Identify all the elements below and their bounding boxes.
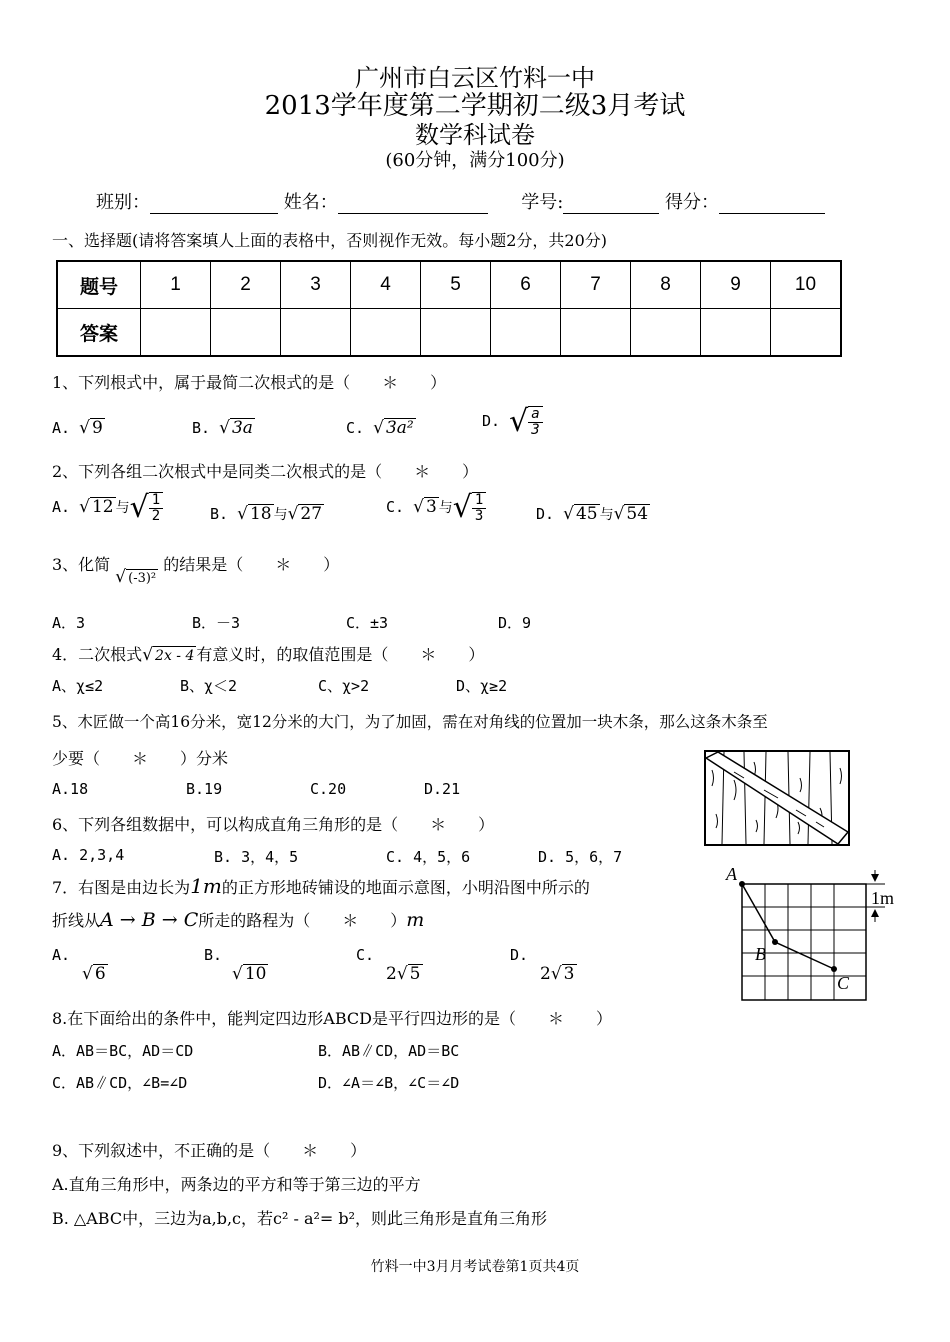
score-field[interactable] [719,195,825,214]
page-footer: 竹料一中3月月考试卷第1页共4页 [370,1259,580,1275]
id-field[interactable] [563,195,659,214]
q8-stem: 8.在下面给出的条件中，能判定四边形ABCD是平行四边形的是（ ＊ ） [52,1009,612,1028]
section1-title: 一、选择题(请将答案填人上面的表格中，否则视作无效。每小题2分，共20分) [52,231,608,250]
q6-option-c: C. 4，5，6 [386,848,471,866]
question-number: 10 [771,261,842,309]
sqrt-expression: 2√ 5 [386,964,421,984]
sqrt-sign: √ [129,490,149,525]
option-letter: A. [52,419,71,437]
with-word: 与 [273,507,288,523]
q4-option-c: C、χ>2 [318,677,370,695]
answer-cell[interactable] [281,309,351,357]
q8-option-b: B．AB∥CD，AD＝BC [318,1042,460,1060]
q5-option-b: B.19 [186,780,223,798]
question-number-label: 题号 [57,261,141,309]
name-field[interactable] [338,195,488,214]
sqrt-expression: √ (-3)² [115,567,157,587]
q4-stem: 4．二次根式√ 2x - 4 有意义时，的取值范围是（ ＊ ） [52,645,485,665]
sqrt-expression: 2√ 3 [540,964,575,984]
scale-label: 1m [871,888,895,908]
q2-option-b [210,504,324,524]
name-label: 姓名： [283,192,338,213]
id-label: 学号: [521,192,564,213]
q1-option-b [192,418,255,438]
sqrt-expression: √ 6 [82,964,106,984]
path-expression: A → B → C [100,909,199,931]
radicand: 3a [231,418,253,438]
q7-option-b: B. √ 10 [204,946,267,984]
q2-option-c [386,490,486,525]
q9-option-a: A.直角三角形中，两条边的平方和等于第三边的平方 [52,1175,421,1194]
sqrt-expression: √ 9 [79,418,103,438]
fraction: $\frac{a}{3}$ [528,406,542,438]
answer-cell[interactable] [631,309,701,357]
exam-duration: (60分钟，满分100分) [385,150,565,171]
answer-label: 答案 [57,309,141,357]
sqrt-expression: √ 2x - 4 [142,645,195,665]
question-number: 4 [351,261,421,309]
question-number: 8 [631,261,701,309]
q9-stem: 9、下列叙述中，不正确的是（ ＊ ） [52,1141,367,1160]
question-number: 3 [281,261,351,309]
sqrt-sign: √ [509,404,529,439]
point-a-label: A [726,864,737,884]
radicand: 9 [91,418,103,438]
q2-stem: 2、下列各组二次根式中是同类二次根式的是（ ＊ ） [52,462,479,481]
option-letter: C. [386,498,405,516]
q7-option-d: D. 2√ 3 [510,946,575,984]
answer-cell[interactable] [421,309,491,357]
sqrt-expression: √ 3 [413,497,437,517]
q6-option-d: D. 5，6，7 [538,848,623,866]
answer-cell[interactable] [211,309,281,357]
option-letter: B. [192,419,211,437]
with-word: 与 [115,500,130,516]
sqrt-expression: √ 45 [563,504,598,524]
unit-1m: 1m [190,874,222,898]
sqrt-expression: √ 10 [232,964,267,984]
q4-option-b: B、χ＜2 [180,677,238,695]
score-label: 得分： [665,192,720,213]
q1-option-c [346,418,416,438]
q6-option-a: A. 2,3,4 [52,846,125,864]
sqrt-expression: √ 12 [79,497,114,517]
q5-option-d: D.21 [424,780,461,798]
answer-cell[interactable] [701,309,771,357]
question-number: 9 [701,261,771,309]
class-label: 班别： [96,192,150,213]
q4-option-a: A、χ≤2 [52,677,104,695]
q3-stem: 3、化简 √ (-3)² 的结果是（ ＊ ） [52,555,340,587]
question-number: 6 [491,261,561,309]
question-number: 5 [421,261,491,309]
fraction: $\frac{1}{3}$ [472,492,486,524]
q5-option-a: A.18 [52,780,89,798]
fraction: $\frac{1}{2}$ [149,492,163,524]
q8-option-a: A．AB＝BC，AD＝CD [52,1042,194,1060]
q3-option-d: D．9 [498,614,532,632]
sqrt-expression: √ 18 [237,504,272,524]
answer-table [56,260,842,357]
point-c-label: C [837,973,850,993]
q7-line2: 折线从A → B → C所走的路程为（ ＊ ）m [52,909,425,931]
q5-line1: 5、木匠做一个高16分米，宽12分米的大门，为了加固，需在对角线的位置加一块木条，那么这条木条至 [52,713,768,731]
answer-table-answer-row [57,309,841,357]
answer-cell[interactable] [491,309,561,357]
q1-option-a [52,418,105,438]
tile-grid-figure [720,862,900,1002]
q8-option-c: C．AB∥CD，∠B=∠D [52,1074,188,1092]
q9-option-b: B. △ABC中，三边为a,b,c，若c² - a²= b²，则此三角形是直角三角形 [52,1209,548,1228]
student-info-row [96,188,825,214]
with-word: 与 [599,507,614,523]
sqrt-expression: √ 27 [287,504,323,524]
answer-table-header-row [57,261,841,309]
with-word: 与 [438,500,453,516]
q3-option-c: C．±3 [346,614,389,632]
q6-stem: 6、下列各组数据中，可以构成直角三角形的是（ ＊ ） [52,815,495,834]
radicand: 3a² [385,418,414,438]
q7-option-a: A. √ 6 [52,946,106,984]
question-number: 1 [141,261,211,309]
sqrt-sign: √ [452,490,472,525]
sqrt-expression: √ 3a² [373,418,414,438]
q1-stem: 1、下列根式中，属于最简二次根式的是（ ＊ ） [52,373,447,392]
answer-cell[interactable] [771,309,842,357]
q1-option-d [482,404,543,439]
school-name: 广州市白云区竹料一中 [355,64,595,92]
point-b-label: B [755,944,766,964]
q4-option-d: D、χ≥2 [456,677,508,695]
q2-option-a [52,490,163,525]
option-letter: D. [482,412,501,430]
q2-option-d [536,504,650,524]
wooden-door-figure [704,750,850,846]
question-number: 2 [211,261,281,309]
q3-option-a: A．3 [52,614,86,632]
sqrt-expression: √ 3a [219,418,253,438]
option-letter: A. [52,498,71,516]
q5-line2: 少要（ ＊ ）分米 [52,749,229,768]
option-letter: C. [346,419,365,437]
subject-title: 数学科试卷 [415,121,535,149]
q3-option-b: B．－3 [192,614,241,632]
q7-option-c: C. 2√ 5 [356,946,421,984]
option-letter: D. [536,505,555,523]
q8-option-d: D．∠A＝∠B，∠C＝∠D [318,1074,460,1092]
q6-option-b: B. 3，4，5 [214,848,299,866]
answer-cell[interactable] [351,309,421,357]
q5-option-c: C.20 [310,780,347,798]
question-number: 7 [561,261,631,309]
class-field[interactable] [150,195,278,214]
answer-cell[interactable] [141,309,211,357]
q7-line1: 7．右图是由边长为1m的正方形地砖铺设的地面示意图，小明沿图中所示的 [52,874,590,898]
option-letter: B. [210,505,229,523]
sqrt-expression: √ 54 [613,504,649,524]
answer-cell[interactable] [561,309,631,357]
exam-title: 2013学年度第二学期初二级3月考试 [264,91,686,121]
